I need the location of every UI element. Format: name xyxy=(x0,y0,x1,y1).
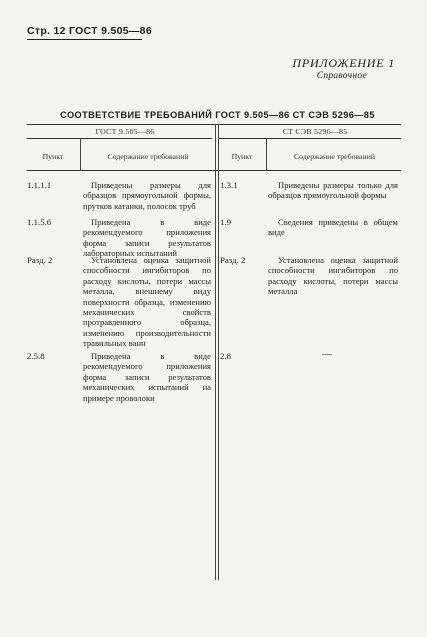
appendix-subtitle: Справочное xyxy=(316,71,367,81)
column-header-clause-left: Пункт xyxy=(42,152,64,161)
group-label-gost: ГОСТ 9.505—86 xyxy=(95,127,155,136)
table-cell-gost-text: Приведена в виде рекомендуемого приложения форма записи результатов лабораторных испытаний xyxy=(83,217,211,259)
column-header-content-right: Содержание требований xyxy=(293,152,376,161)
table-cell-sev-text: Приведены размеры только для образцов прямоугольной формы xyxy=(268,180,398,201)
group-divider-rule-right xyxy=(218,138,401,139)
table-cell-sev-text: Установлена оценка защитной способности ингибиторов по расходу кислоты, потери массы металла xyxy=(268,255,398,297)
table-cell-gost-clause: 2.5.8 xyxy=(27,351,45,361)
column-rule-center-2 xyxy=(218,124,219,580)
table-cell-sev-clause: 2.8 xyxy=(220,351,231,361)
column-rule-center xyxy=(215,124,216,580)
group-divider-rule-left xyxy=(27,138,212,139)
table-cell-gost-text: Приведена в виде рекомендуемого приложения форма записи результатов механических испытаний на примере проволоки xyxy=(83,351,211,403)
page-header: Стр. 12 ГОСТ 9.505—86 xyxy=(27,25,152,37)
table-cell-sev-clause: 1.9 xyxy=(220,217,231,227)
group-label-sev: СТ СЭВ 5296—85 xyxy=(282,127,348,136)
table-cell-gost-clause: 1.1.5.6 xyxy=(27,217,52,227)
table-top-rule xyxy=(27,124,401,125)
table-cell-gost-clause: Разд. 2 xyxy=(27,255,53,265)
table-cell-sev-text: Сведения приведены в общем виде xyxy=(268,217,398,238)
column-rule-1 xyxy=(80,139,81,170)
table-cell-sev-clause: Разд. 2 xyxy=(220,255,246,265)
table-cell-sev-clause: 1.3.1 xyxy=(220,180,238,190)
table-cell-gost-clause: 1.1.1.1 xyxy=(27,180,52,190)
header-rule xyxy=(27,39,142,40)
header-bottom-rule xyxy=(27,170,401,171)
table-cell-gost-text: Установлена оценка защитной способности ингибиторов по расходу кислоты, потери массы металла, внешнему виду поверхности образца, изменению механических свойств протравленного образца, изменению производительности травильных ванн xyxy=(83,255,211,349)
column-header-content-left: Содержание требований xyxy=(107,152,189,161)
table-cell-sev-text: — xyxy=(322,349,332,360)
appendix-title: ПРИЛОЖЕНИЕ 1 xyxy=(292,56,395,70)
column-header-clause-right: Пункт xyxy=(231,152,253,161)
column-rule-3 xyxy=(266,139,267,170)
table-cell-gost-text: Приведены размеры для образцов прямоугольной формы, прутков катанки, полосок труб xyxy=(83,180,211,211)
table-title: СООТВЕТСТВИЕ ТРЕБОВАНИЙ ГОСТ 9.505—86 СТ СЭВ 5296—85 xyxy=(60,110,375,120)
